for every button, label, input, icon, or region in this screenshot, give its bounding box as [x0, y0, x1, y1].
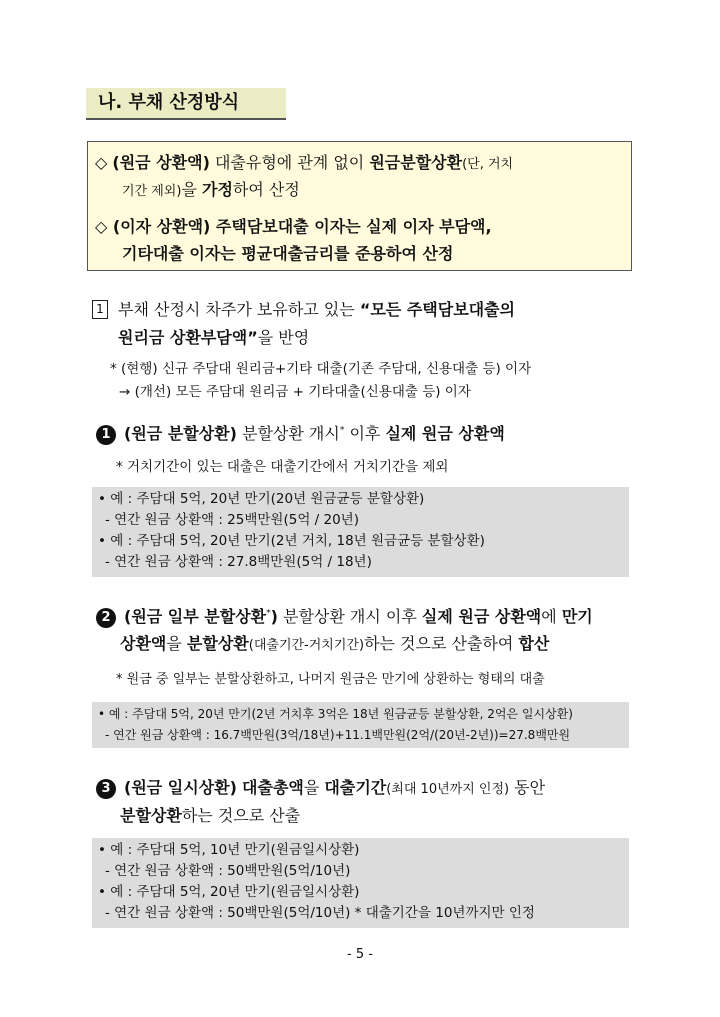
example-line: • 예 : 주담대 5억, 10년 만기(원금일시상환) [98, 842, 360, 858]
example-line: • 예 : 주담대 5억, 20년 만기(2년 거치, 18년 원금균등 분할상환) [98, 533, 485, 549]
sub-1-line-1 [96, 421, 505, 445]
point-1-note-1: * (현행) 신규 주담대 원리금+기타 대출(기존 주담대, 신용대출 등) 이자 [110, 361, 532, 377]
page-number: - 5 - [347, 947, 373, 962]
diamond-icon: ◇ [95, 153, 108, 172]
sub-3-example-box [92, 838, 629, 928]
sub-bold: 합산 [518, 634, 550, 653]
summary-text: 하여 산정 [232, 180, 300, 199]
sub-1-note: * 거치기간이 있는 대출은 대출기간에서 거치기간을 제외 [116, 459, 449, 475]
sub-bold: 분할상환 [186, 634, 249, 653]
sub-label: (원금 분할상환) [124, 424, 237, 443]
diamond-icon: ◇ [95, 217, 108, 236]
circled-number-icon: 3 [96, 779, 116, 799]
example-line: • 예 : 주담대 5억, 20년 만기(원금일시상환) [98, 884, 360, 900]
sub-text: 을 [303, 778, 325, 797]
sub-bold: 대출총액 [242, 778, 304, 797]
point-text: 부채 산정시 차주가 보유하고 있는 [118, 300, 360, 319]
summary-item-2-line-2 [122, 241, 453, 264]
summary-small: (단, 거치 [462, 157, 514, 172]
sub-small: (대출기간-거치기간) [248, 638, 365, 653]
summary-text: 을 [181, 180, 202, 199]
sub-bold: 상환액 [120, 634, 167, 653]
sub-bold: 실제 원금 상환액 [385, 424, 505, 443]
sub-1-example-box [92, 487, 629, 577]
sub-text: 을 [166, 634, 187, 653]
sub-text: 하는 것으로 산출 [181, 806, 301, 825]
sub-text: 분할상환 개시 [236, 424, 340, 443]
sub-bold: 분할상환 [120, 806, 182, 825]
sub-text: 이후 [344, 424, 386, 443]
point-1-line-1 [92, 297, 515, 320]
circled-number-icon: 1 [96, 425, 116, 445]
sub-2-example-box [92, 702, 629, 748]
sub-text: 분할상환 개시 이후 [277, 607, 422, 626]
sub-text: 하는 것으로 산출하여 [364, 634, 519, 653]
summary-text: (이자 상환액) 주택담보대출 이자는 실제 이자 부담액, [112, 217, 492, 236]
sub-bold: 만기 [561, 607, 593, 626]
sub-text: 동안 [509, 778, 546, 797]
summary-item-1-line-1 [95, 150, 513, 173]
section-heading: 나. 부채 산정방식 [86, 88, 286, 120]
sub-bold: 대출기간 [324, 778, 387, 797]
example-line: - 연간 원금 상환액 : 50백만원(5억/10년) [105, 863, 351, 879]
sub-label: (원금 일부 분할상환 [124, 607, 267, 626]
summary-small: 기간 제외) [122, 184, 182, 199]
sub-small: (최대 10년까지 인정) [386, 782, 510, 797]
summary-item-1-line-2 [122, 177, 300, 200]
sub-label: ) [270, 607, 278, 626]
sub-2-note: * 원금 중 일부는 분할상환하고, 나머지 원금은 만기에 상환하는 형태의 대출 [116, 672, 545, 687]
point-bold: 원리금 상환부담액” [118, 328, 258, 347]
summary-bold: 원금분할상환 [369, 153, 463, 172]
circled-number-icon: 2 [96, 608, 116, 628]
sub-3-line-1 [96, 775, 545, 799]
sub-2-line-2 [120, 631, 549, 654]
sub-label: (원금 일시상환) [124, 778, 237, 797]
example-line: - 연간 원금 상환액 : 27.8백만원(5억 / 18년) [105, 554, 372, 570]
example-line: - 연간 원금 상환액 : 50백만원(5억/10년) * 대출기간을 10년까지만 인정 [105, 905, 535, 921]
summary-box [87, 141, 632, 271]
sub-bold: 실제 원금 상환액 [421, 607, 542, 626]
number-box: 1 [92, 300, 108, 319]
footnote-mark: * [339, 425, 345, 436]
summary-label: (원금 상환액) [112, 153, 210, 172]
example-line: • 예 : 주담대 5억, 20년 만기(20년 원금균등 분할상환) [98, 491, 425, 507]
summary-text: 대출유형에 관계 없이 [209, 153, 370, 172]
summary-text: 기타대출 이자는 평균대출금리를 준용하여 산정 [122, 244, 454, 263]
point-1-line-2 [118, 325, 309, 348]
example-line: - 연간 원금 상환액 : 25백만원(5억 / 20년) [105, 512, 359, 528]
example-line: - 연간 원금 상환액 : 16.7백만원(3억/18년)+11.1백만원(2억/(20년-2년))=27.8백만원 [105, 728, 571, 742]
sub-2-line-1 [96, 604, 593, 628]
point-text: 을 반영 [257, 328, 310, 347]
example-line: • 예 : 주담대 5억, 20년 만기(2년 거치후 3억은 18년 원금균등 분할상환, 2억은 일시상환) [98, 707, 573, 721]
point-bold: “모든 주택담보대출의 [359, 300, 516, 319]
summary-bold: 가정 [201, 180, 233, 199]
point-1-note-2: → (개선) 모든 주담대 원리금 + 기타대출(신용대출 등) 이자 [119, 384, 471, 400]
footnote-mark: * [266, 608, 271, 619]
summary-item-2-line-1 [95, 214, 492, 237]
sub-3-line-2 [120, 803, 300, 826]
sub-text: 에 [541, 607, 562, 626]
